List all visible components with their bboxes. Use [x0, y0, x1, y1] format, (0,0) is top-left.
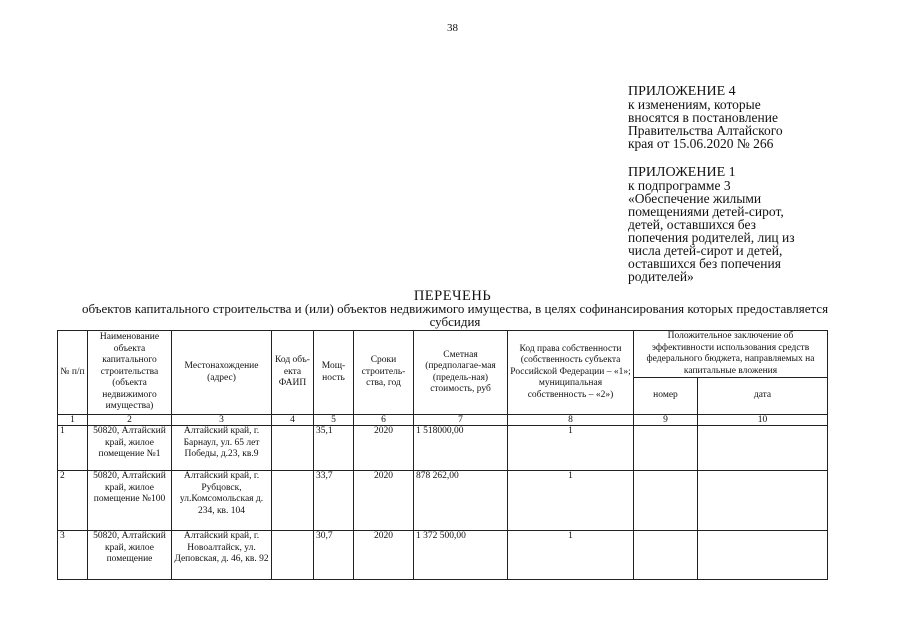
row-number [634, 471, 698, 531]
appendix-1-line: «Обеспечение жилыми [628, 191, 762, 206]
column-number: 9 [634, 415, 698, 426]
appendix-1-line: к подпрограмме 3 [628, 178, 731, 193]
appendix-4-title: ПРИЛОЖЕНИЕ 4 [628, 84, 736, 99]
appendix-4-line: к изменениям, которые [628, 97, 761, 112]
row-date [698, 471, 828, 531]
header-years: Сроки строитель-ства, год [354, 331, 414, 415]
page-number: 38 [447, 22, 458, 34]
table-row [58, 471, 828, 531]
column-number: 6 [354, 415, 414, 426]
row-power: 33,7 [314, 471, 354, 531]
row-ownership: 1 [508, 471, 634, 531]
row-num: 2 [58, 471, 88, 531]
appendix-4-block [628, 85, 848, 150]
table-row [58, 531, 828, 580]
column-number: 1 [58, 415, 88, 426]
row-location: Алтайский край, г. Барнаул, ул. 65 лет Победы, д.23, кв.9 [172, 426, 272, 471]
appendix-1-line: числа детей-сирот и детей, [628, 243, 783, 258]
header-name: Наименование объекта капитального строительства (объекта недвижимого имущества) [88, 331, 172, 415]
header-location: Местонахождение (адрес) [172, 331, 272, 415]
row-number [634, 531, 698, 580]
row-number [634, 426, 698, 471]
column-number: 3 [172, 415, 272, 426]
row-date [698, 426, 828, 471]
header-power: Мощ-ность [314, 331, 354, 415]
column-number: 2 [88, 415, 172, 426]
appendix-1-line: детей, оставшихся без [628, 217, 756, 232]
row-date [698, 531, 828, 580]
row-years: 2020 [354, 471, 414, 531]
row-cost: 1 518000,00 [414, 426, 508, 471]
appendix-1-line: родителей» [628, 269, 694, 284]
column-number: 5 [314, 415, 354, 426]
column-number: 8 [508, 415, 634, 426]
header-conclusion-number: номер [634, 378, 698, 415]
appendix-1-title: ПРИЛОЖЕНИЕ 1 [628, 165, 736, 180]
header-num: № п/п [58, 331, 88, 415]
row-years: 2020 [354, 426, 414, 471]
column-number-row [58, 415, 828, 426]
appendix-4-line: Правительства Алтайского [628, 123, 783, 138]
row-ownership: 1 [508, 531, 634, 580]
header-faip: Код объ-екта ФАИП [272, 331, 314, 415]
header-cost: Сметная (предполагае-мая (предель-ная) стоимость, руб [414, 331, 508, 415]
row-faip [272, 426, 314, 471]
column-number: 7 [414, 415, 508, 426]
document-title: ПЕРЕЧЕНЬ [413, 288, 492, 304]
row-power: 30,7 [314, 531, 354, 580]
row-name: 50820, Алтайский край, жилое помещение №100 [88, 471, 172, 531]
appendix-1-line: оставшихся без попечения [628, 256, 781, 271]
row-years: 2020 [354, 531, 414, 580]
table-row [58, 426, 828, 471]
header-conclusion-date: дата [698, 378, 828, 415]
row-faip [272, 531, 314, 580]
row-cost: 878 262,00 [414, 471, 508, 531]
row-cost: 1 372 500,00 [414, 531, 508, 580]
appendix-1-line: помещениями детей-сирот, [628, 204, 784, 219]
row-location: Алтайский край, г. Рубцовск, ул.Комсомольская д. 234, кв. 104 [172, 471, 272, 531]
row-location: Алтайский край, г. Новоалтайск, ул. Деповская, д. 46, кв. 92 [172, 531, 272, 580]
row-faip [272, 471, 314, 531]
row-ownership: 1 [508, 426, 634, 471]
appendix-1-block [628, 166, 848, 283]
appendix-1-line: попечения родителей, лиц из [628, 230, 795, 245]
row-power: 35,1 [314, 426, 354, 471]
column-number: 4 [272, 415, 314, 426]
row-name: 50820, Алтайский край, жилое помещение [88, 531, 172, 580]
appendix-4-line: вносятся в постановление [628, 110, 778, 125]
column-number: 10 [698, 415, 828, 426]
row-name: 50820, Алтайский край, жилое помещение №1 [88, 426, 172, 471]
document-subtitle: объектов капитального строительства и (или) объектов недвижимого имущества, в целях софинансирования которых предоставляется субсидия [81, 301, 829, 329]
objects-table [57, 330, 828, 580]
appendix-4-line: края от 15.06.2020 № 266 [628, 136, 774, 151]
header-ownership: Код права собственности (собственность субъекта Российской Федерации – «1»; муниципальная собственность – «2») [508, 331, 634, 415]
row-num: 3 [58, 531, 88, 580]
row-num: 1 [58, 426, 88, 471]
header-conclusion: Положительное заключение об эффективности использования средств федерального бюджета, направляемых на капитальные вложения [634, 331, 828, 378]
